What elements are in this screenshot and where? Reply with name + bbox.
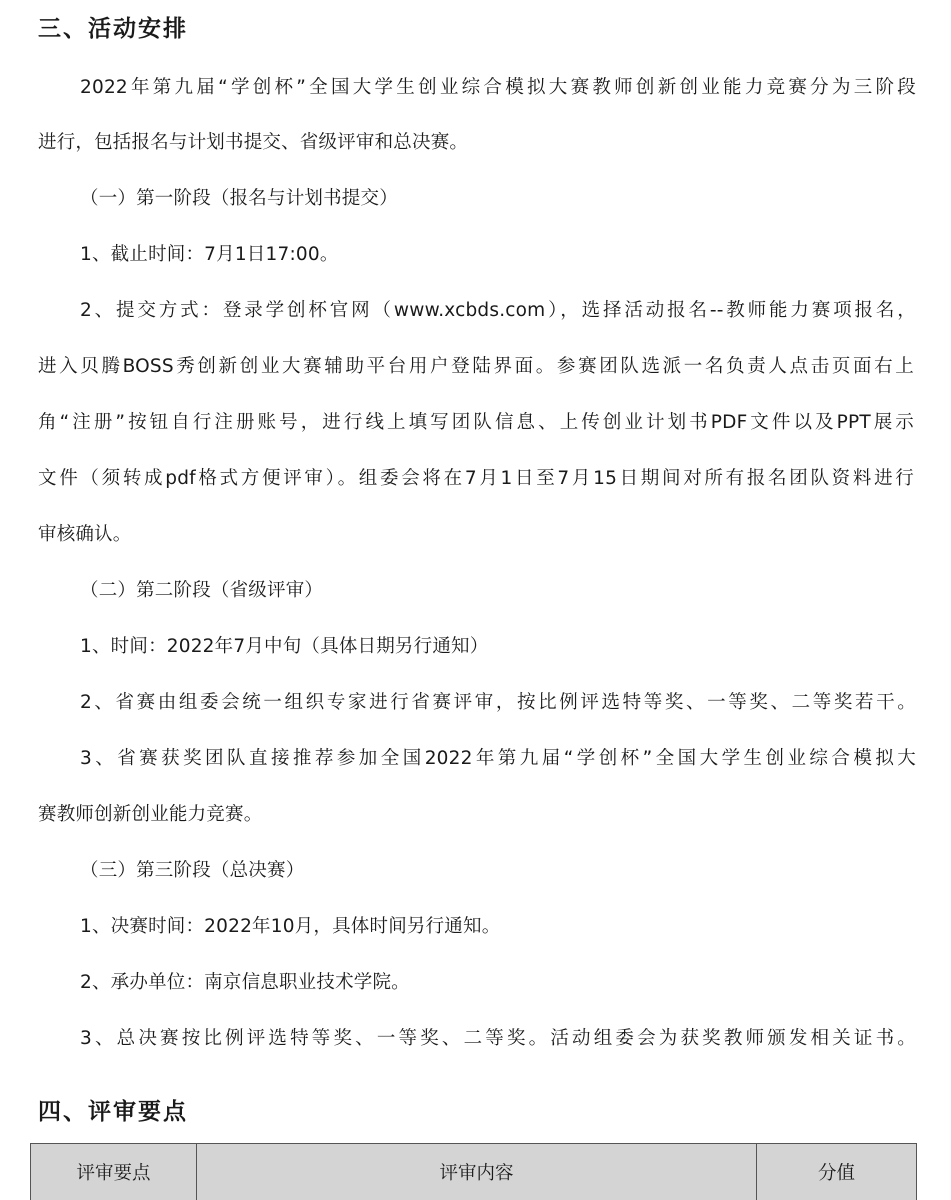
stage1-item-submission-line-3: 角“注册”按钮自行注册账号，进行线上填写团队信息、上传创业计划书PDF文件以及PPT展示 bbox=[38, 412, 914, 433]
stage2-item-recommend-line-2: 赛教师创新创业能力竞赛。 bbox=[38, 804, 263, 825]
stage2-item-review: 2、省赛由组委会统一组织专家进行省赛评审，按比例评选特等奖、一等奖、二等奖若干。 bbox=[80, 692, 916, 713]
table-header-score: 分值 bbox=[756, 1144, 916, 1200]
stage2-item-recommend-line-1: 3、省赛获奖团队直接推荐参加全国2022年第九届“学创杯”全国大学生创业综合模拟大 bbox=[80, 748, 916, 769]
stage3-item-awards: 3、总决赛按比例评选特等奖、一等奖、二等奖。活动组委会为获奖教师颁发相关证书。 bbox=[80, 1028, 916, 1049]
stage3-item-final-time: 1、决赛时间：2022年10月，具体时间另行通知。 bbox=[80, 916, 501, 937]
stage1-item-submission-line-1: 2、提交方式：登录学创杯官网（www.xcbds.com），选择活动报名--教师能力赛项报名， bbox=[80, 300, 916, 321]
intro-paragraph-line-2: 进行，包括报名与计划书提交、省级评审和总决赛。 bbox=[38, 132, 469, 153]
stage2-title: （二）第二阶段（省级评审） bbox=[80, 580, 324, 601]
table-header-review-point: 评审要点 bbox=[76, 1163, 151, 1184]
stage3-title: （三）第三阶段（总决赛） bbox=[80, 860, 305, 881]
stage1-item-submission-line-5: 审核确认。 bbox=[38, 524, 132, 545]
stage3-item-host: 2、承办单位：南京信息职业技术学院。 bbox=[80, 972, 410, 993]
section-heading-activity-arrangement: 三、活动安排 bbox=[38, 16, 188, 42]
stage1-item-deadline: 1、截止时间：7月1日17:00。 bbox=[80, 244, 339, 265]
review-points-table-header bbox=[30, 1143, 917, 1200]
table-header-review-content: 评审内容 bbox=[196, 1144, 756, 1200]
intro-paragraph-line-1: 2022年第九届“学创杯”全国大学生创业综合模拟大赛教师创新创业能力竞赛分为三阶段 bbox=[80, 77, 916, 98]
stage1-item-submission-line-2: 进入贝腾BOSS秀创新创业大赛辅助平台用户登陆界面。参赛团队选派一名负责人点击页面右上 bbox=[38, 356, 914, 377]
stage1-item-submission-line-4: 文件（须转成pdf格式方便评审）。组委会将在7月1日至7月15日期间对所有报名团队资料进行 bbox=[38, 468, 914, 489]
section-heading-review-points: 四、评审要点 bbox=[38, 1099, 188, 1125]
stage2-item-time: 1、时间：2022年7月中旬（具体日期另行通知） bbox=[80, 636, 489, 657]
stage1-title: （一）第一阶段（报名与计划书提交） bbox=[80, 188, 398, 209]
